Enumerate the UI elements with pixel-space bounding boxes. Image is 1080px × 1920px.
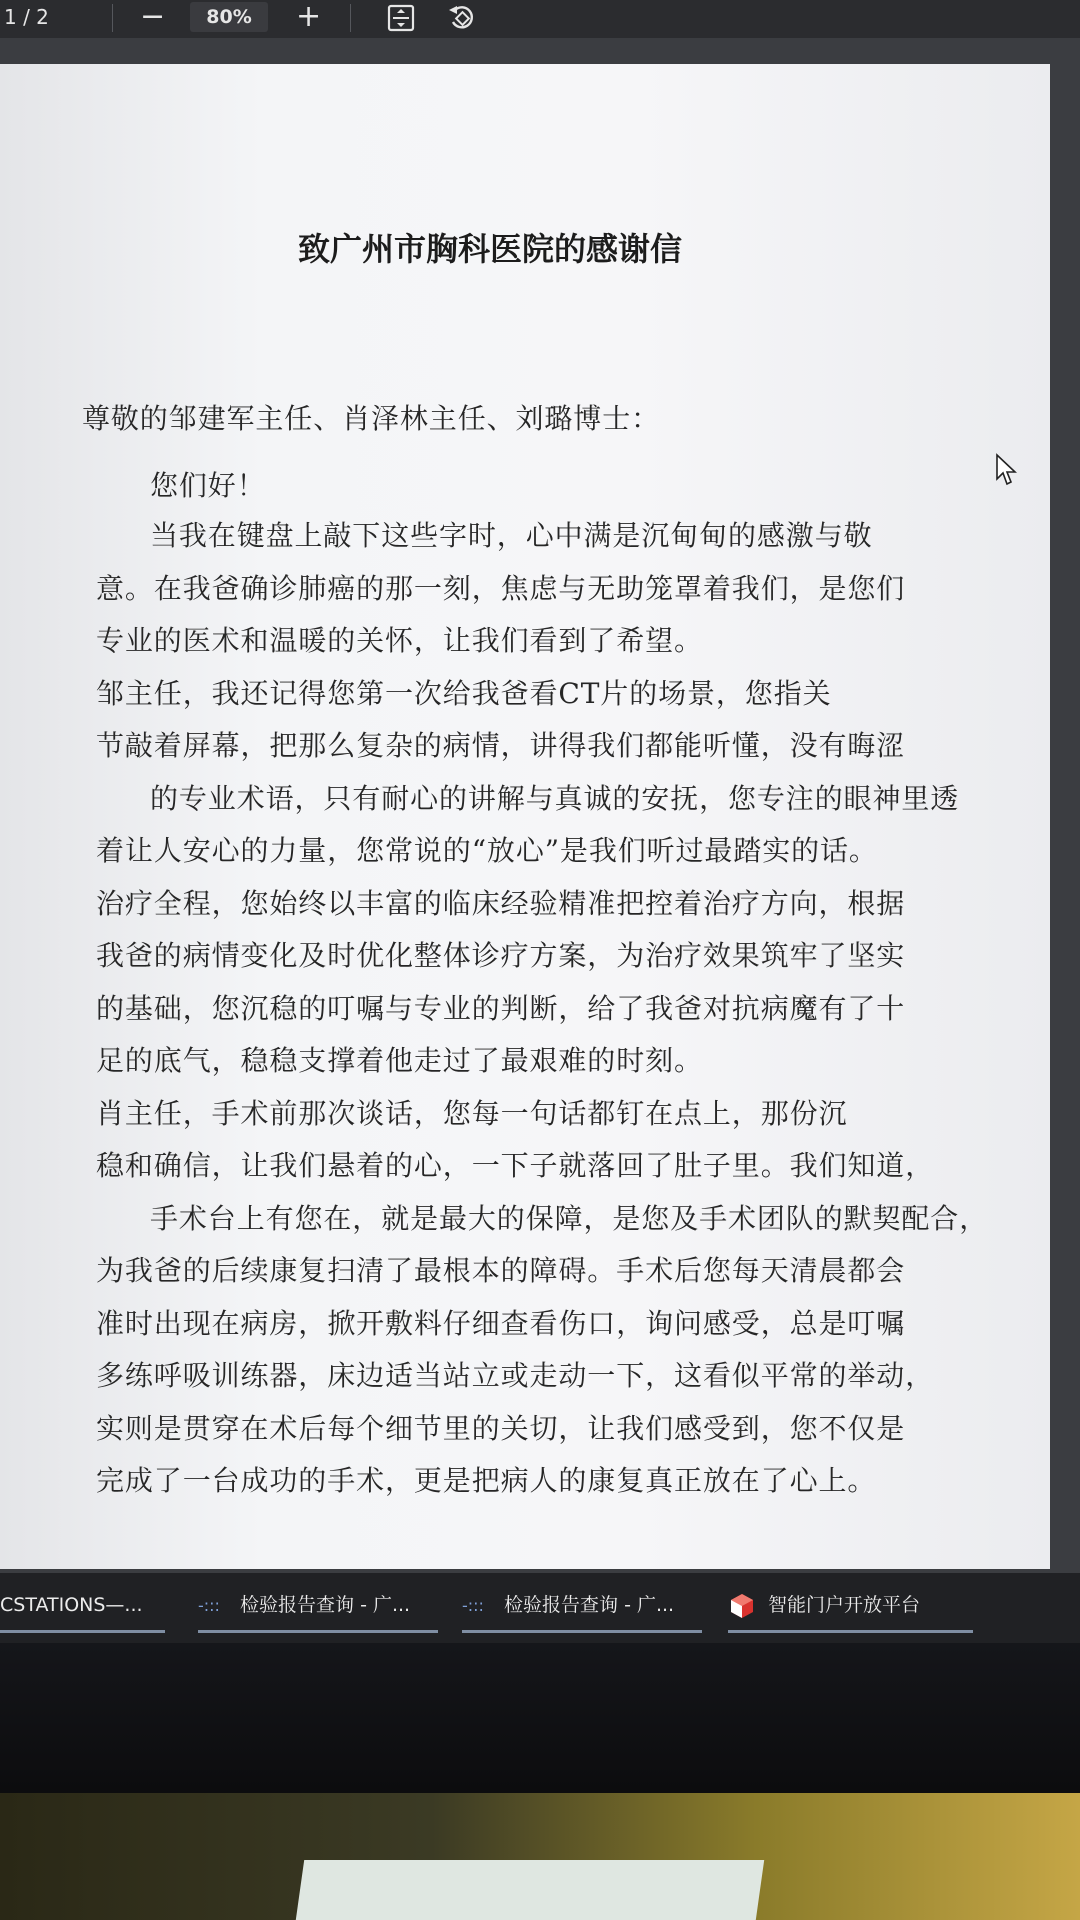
letter-line: 当我在键盘上敲下这些字时，心中满是沉甸甸的感激与敬 [150, 519, 873, 552]
taskbar-item-label: CSTATIONS—... [0, 1594, 143, 1616]
letter-line: 的基础，您沉稳的叮嘱与专业的判断，给了我爸对抗病魔有了十 [96, 991, 906, 1025]
browser-icon: -::: [462, 1596, 484, 1615]
page-indicator[interactable]: 1 / 2 [4, 5, 49, 29]
zoom-in-button[interactable]: + [296, 0, 322, 34]
letter-line: 节敲着屏幕，把那么复杂的病情，讲得我们都能听懂，没有晦涩 [96, 729, 906, 762]
letter-line: 手术台上有您在，就是最大的保障，是您及手术团队的默契配合， [150, 1201, 989, 1235]
letter-line: 我爸的病情变化及时优化整体诊疗方案，为治疗效果筑牢了坚实 [96, 939, 906, 972]
taskbar-item-label: 检验报告查询 - 广... [240, 1594, 411, 1616]
taskbar-item-report-query-1[interactable] [198, 1585, 438, 1627]
pdf-toolbar [0, 0, 1080, 38]
monitor-bezel [0, 1643, 1080, 1793]
letter-title: 致广州市胸科医院的感谢信 [297, 230, 682, 268]
taskbar-item-smart-portal[interactable] [728, 1585, 973, 1627]
desk-card [296, 1860, 764, 1920]
portal-app-icon [728, 1592, 756, 1620]
toolbar-divider [112, 4, 113, 32]
fit-page-icon[interactable] [386, 3, 416, 41]
letter-greeting: 您们好！ [150, 469, 266, 502]
letter-line: 意。在我爸确诊肺癌的那一刻，焦虑与无助笼罩着我们，是您们 [96, 571, 906, 605]
letter-line: 的专业术语，只有耐心的讲解与真诚的安抚，您专注的眼神里透 [150, 781, 960, 815]
letter-line: 肖主任，手术前那次谈话，您每一句话都钉在点上，那份沉 [96, 1096, 848, 1130]
letter-line: 为我爸的后续康复扫清了最根本的障碍。手术后您每天清晨都会 [96, 1254, 906, 1287]
mouse-cursor-icon [995, 453, 1019, 491]
letter-line: 邹主任，我还记得您第一次给我爸看CT片的场景，您指关 [96, 676, 832, 710]
letter-line: 实则是贯穿在术后每个细节里的关切，让我们感受到，您不仅是 [96, 1411, 906, 1445]
taskbar-item-indicator [0, 1630, 165, 1633]
rotate-icon[interactable] [446, 2, 478, 40]
taskbar-item-cstations[interactable] [0, 1585, 165, 1627]
document-viewer[interactable] [0, 38, 1080, 1573]
taskbar-item-indicator [198, 1630, 438, 1633]
toolbar-divider [350, 4, 351, 32]
zoom-level-field[interactable]: 80% [190, 2, 268, 32]
taskbar [0, 1573, 1080, 1643]
zoom-out-button[interactable]: − [140, 0, 166, 34]
taskbar-item-indicator [728, 1630, 973, 1633]
letter-line: 准时出现在病房，掀开敷料仔细查看伤口，询问感受，总是叮嘱 [96, 1306, 906, 1340]
taskbar-item-label: 智能门户开放平台 [768, 1594, 921, 1616]
letter-line: 多练呼吸训练器，床边适当站立或走动一下，这看似平常的举动， [96, 1359, 935, 1392]
letter-line: 治疗全程，您始终以丰富的临床经验精准把控着治疗方向，根据 [96, 886, 906, 920]
letter-salutation: 尊敬的邹建军主任、肖泽林主任、刘璐博士： [82, 402, 661, 435]
taskbar-item-label: 检验报告查询 - 广... [504, 1594, 675, 1616]
letter-line: 着让人安心的力量，您常说的“放心”是我们听过最踏实的话。 [96, 834, 878, 867]
pdf-page [0, 64, 1050, 1569]
letter-line: 足的底气，稳稳支撑着他走过了最艰难的时刻。 [96, 1044, 703, 1077]
letter-line: 专业的医术和温暖的关怀，让我们看到了希望。 [96, 624, 703, 657]
taskbar-item-report-query-2[interactable] [462, 1585, 702, 1627]
letter-line: 完成了一台成功的手术，更是把病人的康复真正放在了心上。 [96, 1464, 877, 1497]
letter-line: 稳和确信，让我们悬着的心，一下子就落回了肚子里。我们知道， [96, 1149, 935, 1182]
browser-icon: -::: [198, 1596, 220, 1615]
taskbar-item-indicator [462, 1630, 702, 1633]
